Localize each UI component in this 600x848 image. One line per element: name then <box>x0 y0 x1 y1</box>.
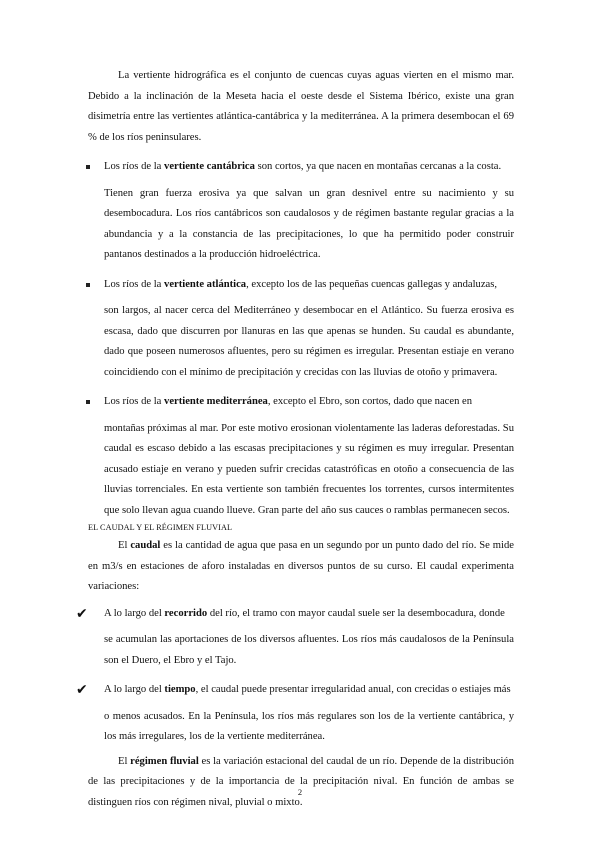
bullet-atlantica <box>88 275 514 296</box>
check-text: del río, el tramo con mayor caudal suele ser la desembocadura, donde <box>207 607 505 619</box>
bullet-text: Los ríos de la <box>104 278 165 290</box>
square-bullet-icon <box>86 400 90 404</box>
bullet-bold-term: vertiente cantábrica <box>164 161 255 172</box>
page-number: 2 <box>297 787 303 797</box>
bullet-text: , excepto los de las pequeñas cuencas gallegas y andaluzas, <box>246 278 498 290</box>
section-heading: EL CAUDAL Y EL RÉGIMEN FLUVIAL <box>88 523 233 532</box>
bullet-mediterranea-continuation: montañas próximas al mar. Por este motivo erosionan violentamente las laderas deforestadas. Su caudal es escaso debido a las escasas precipitaciones y su régimen es muy irregular. Presentan acusado estiaje en verano y pueden sufrir crecidas catastróficas en otoño a consecuencia de las lluvias torrenciales. En esta vertiente son también frecuentes los torrentes, cursos intermitentes que solo llevan agua cuando llueve. Gran parte del año sus cauces o ramblas permanecen secos. <box>104 422 514 516</box>
paragraph-text: es la variación estacional del caudal de un río. Depende de la distribución de las precipitaciones y de la importancia de la precipitación nival. En función de ambas se distinguen ríos con régimen nival, pluvial o mixto. <box>88 755 514 808</box>
square-bullet-icon <box>86 165 90 169</box>
intro-paragraph: La vertiente hidrográfica es el conjunto de cuencas cuyas aguas vierten en el mismo mar. Debido a la inclinación de la Meseta hacia el oeste desde el Sistema Ibérico, existe una gran disimetría entre las vertientes atlántica-cantábrica y la mediterránea. A la primera desembocan el 69 % de los ríos peninsulares. <box>88 70 514 143</box>
bold-term: régimen fluvial <box>130 755 199 767</box>
bullet-cantabrica <box>88 157 514 178</box>
check-icon: ✔ <box>76 605 88 622</box>
bullet-text: son cortos, ya que nacen en montañas cercanas a la costa. <box>254 161 502 172</box>
check-bold-term: recorrido <box>164 607 208 619</box>
paragraph-text: El <box>118 755 131 767</box>
check-item-recorrido <box>76 604 514 625</box>
check-tiempo-continuation: o menos acusados. En la Península, los ríos más regulares son los de la vertiente cantábrica, y los más irregulares, los de la vertiente mediterránea. <box>104 710 514 742</box>
paragraph-text: es la cantidad de agua que pasa en un segundo por un punto dado del río. Se mide en m3/s en estaciones de aforo instaladas en diversos puntos de su curso. El caudal experimenta variaciones: <box>88 540 514 592</box>
check-text: A lo largo del <box>104 607 165 619</box>
bullet-bold-term: vertiente mediterránea <box>164 396 268 407</box>
document-body <box>76 66 514 813</box>
check-text: A lo largo del <box>104 684 165 695</box>
check-icon: ✔ <box>76 682 88 698</box>
bullet-text: , excepto el Ebro, son cortos, dado que nacen en <box>267 396 473 407</box>
paragraph-text: El <box>118 540 131 551</box>
bullet-text: Los ríos de la <box>104 396 165 407</box>
bold-term: caudal <box>130 540 161 551</box>
bullet-cantabrica-continuation: Tienen gran fuerza erosiva ya que salvan un gran desnivel entre su nacimiento y su desembocadura. Los ríos cantábricos son caudalosos y de régimen bastante regular gracias a la abundancia y a la constancia de las precipitaciones, lo que ha permitido poder construir pantanos destinados a la producción hidroeléctrica. <box>104 187 514 260</box>
check-recorrido-continuation: se acumulan las aportaciones de los diversos afluentes. Los ríos más caudalosos de la Península son el Duero, el Ebro y el Tajo. <box>104 634 514 666</box>
caudal-paragraph <box>88 536 514 598</box>
check-item-tiempo <box>76 680 514 701</box>
square-bullet-icon <box>86 283 90 287</box>
regimen-paragraph <box>88 752 514 814</box>
bullet-atlantica-continuation: son largos, al nacer cerca del Mediterráneo y desembocar en el Atlántico. Su fuerza erosiva es escasa, dado que discurren por llanuras en las que apenas se hunden. Su caudal es abundante, dado que poseen numerosos afluentes, pero su régimen es irregular. Presentan estiaje en verano coincidiendo con el mínimo de precipitación y crecidas con las lluvias de otoño y primavera. <box>104 305 514 378</box>
bullet-bold-term: vertiente atlántica <box>164 278 247 290</box>
check-text: , el caudal puede presentar irregularidad anual, con crecidas o estiajes más <box>195 684 511 695</box>
bullet-text: Los ríos de la <box>104 161 165 172</box>
check-bold-term: tiempo <box>164 684 196 695</box>
bullet-mediterranea <box>88 392 514 413</box>
